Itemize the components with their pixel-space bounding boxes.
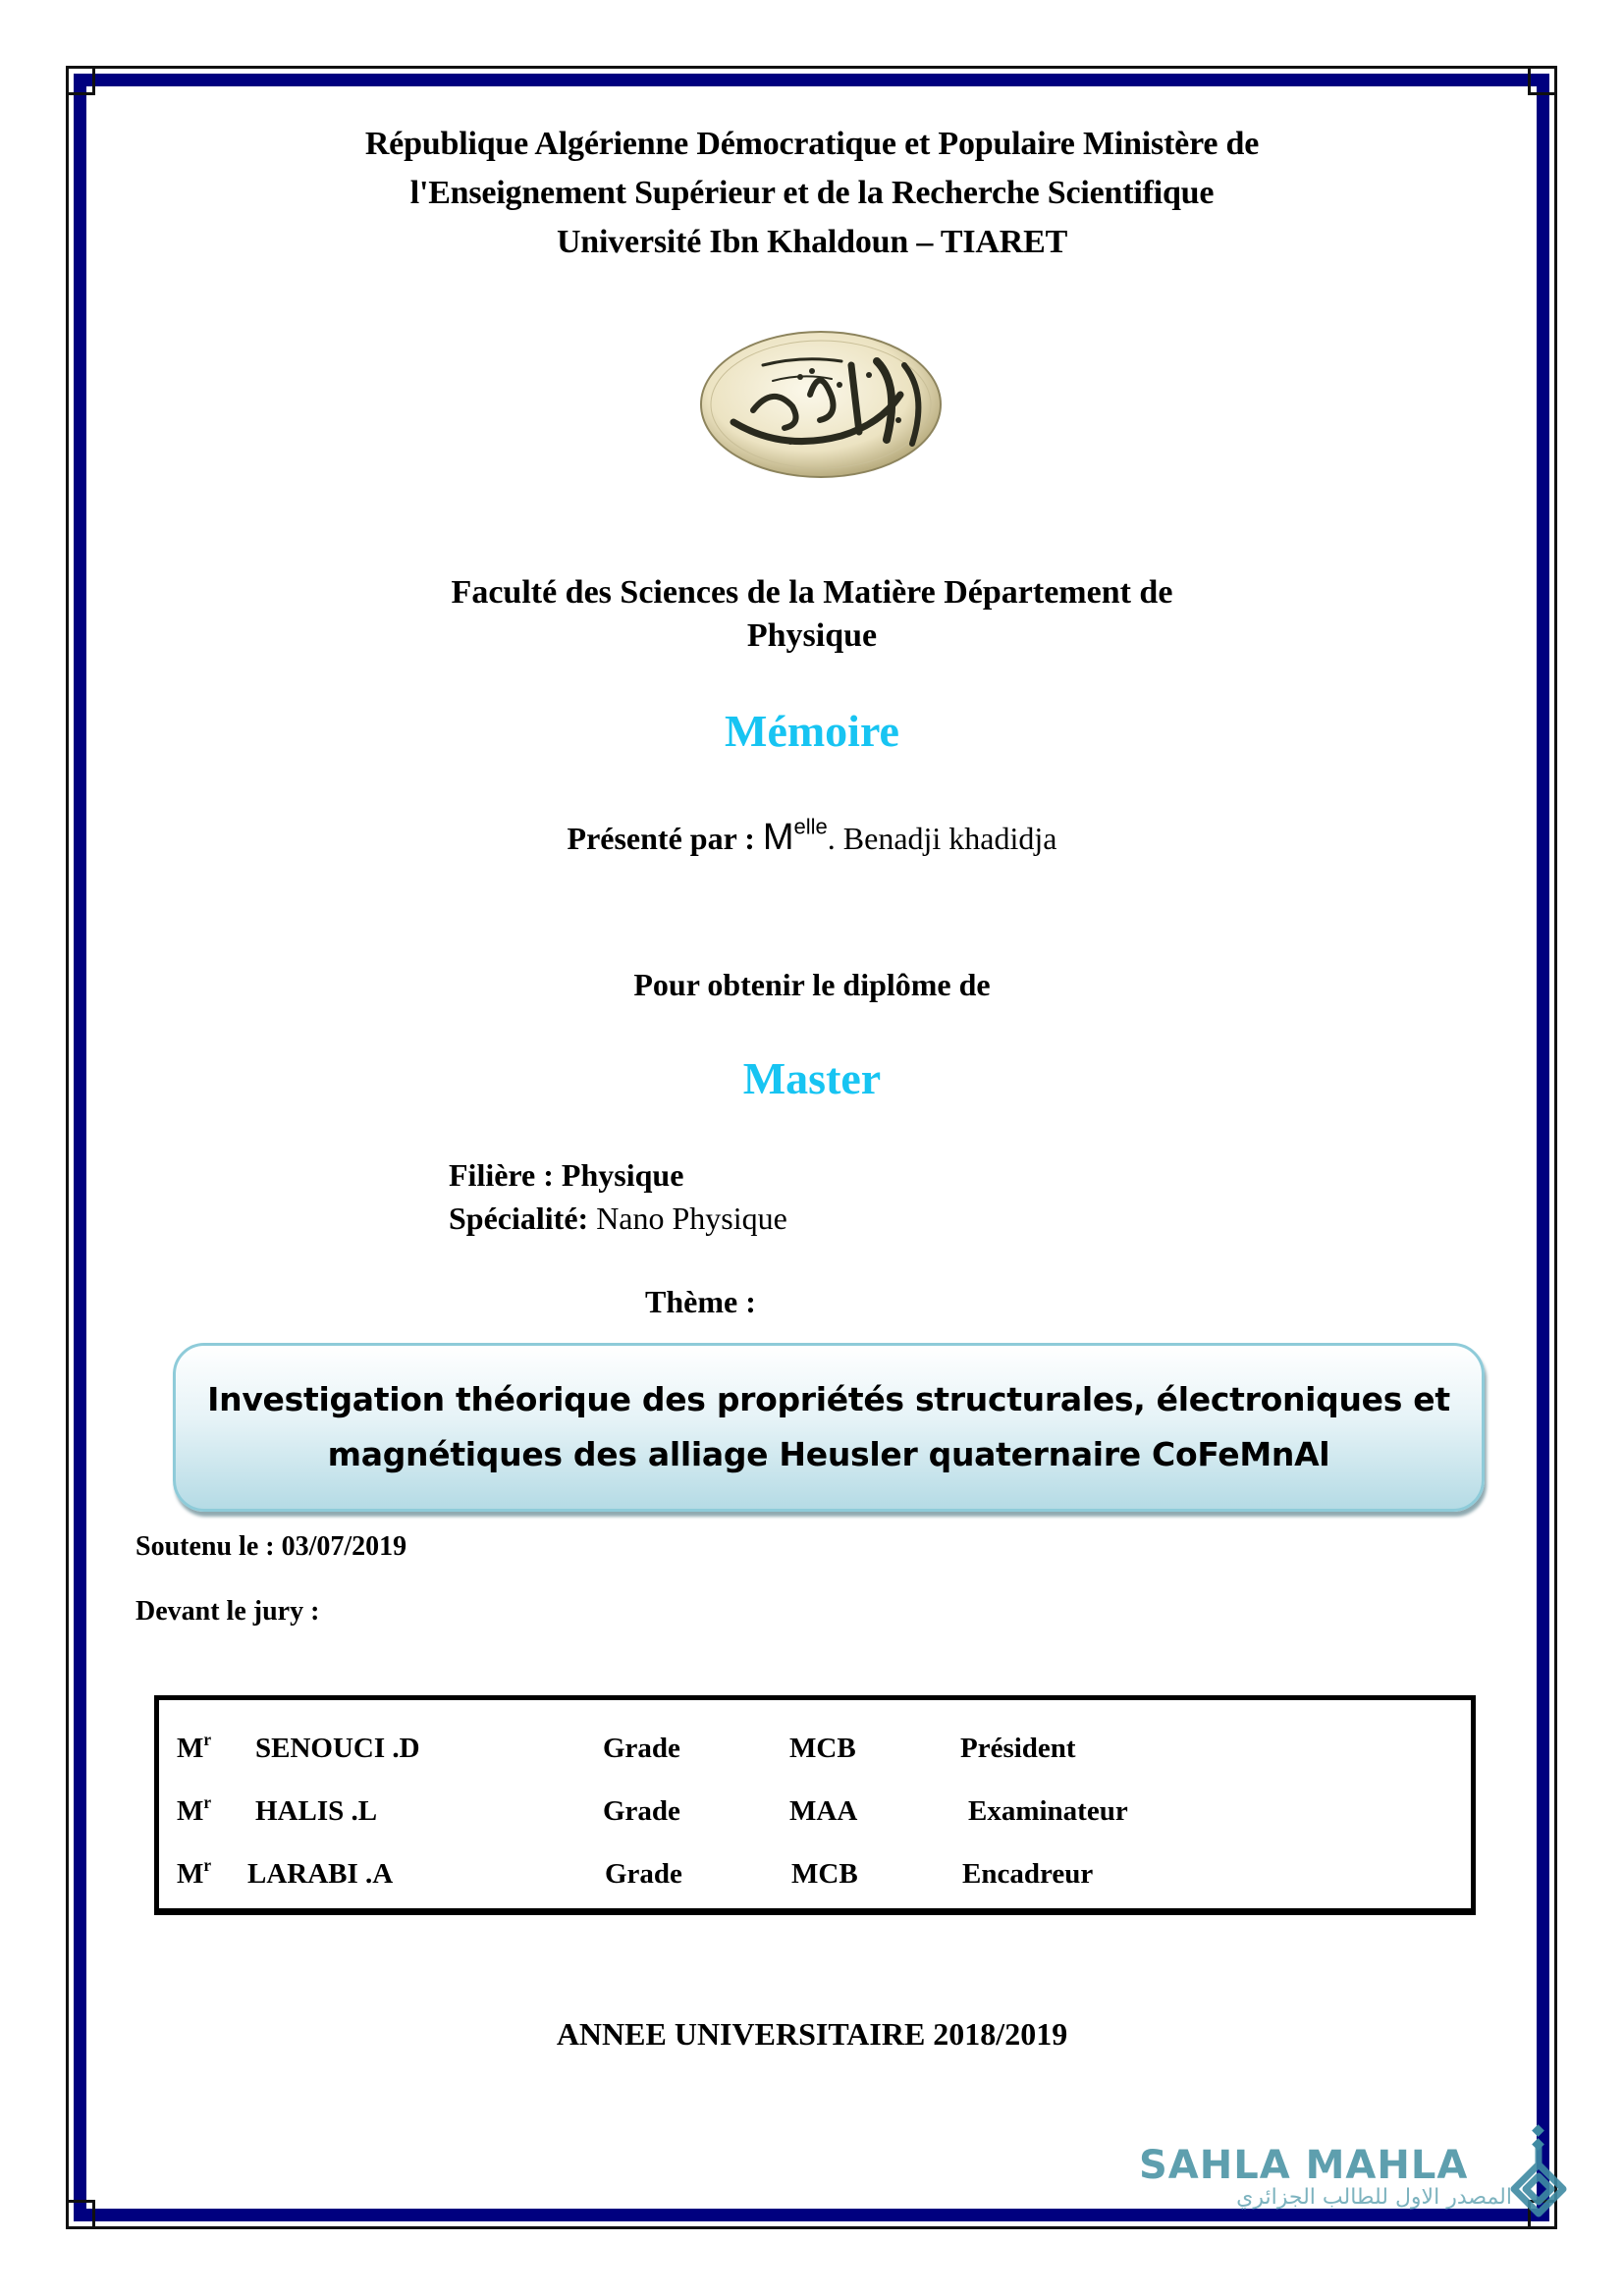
jury-title: $M^r$ <box>177 1791 212 1827</box>
theme-title-line-2: magnétiques des alliage Heusler quaternaire CoFeMnAl <box>327 1435 1330 1473</box>
jury-grade-label: Grade <box>603 1795 680 1827</box>
jury-grade: MCB <box>791 1858 858 1890</box>
jury-role: Président <box>960 1733 1076 1764</box>
defense-date: Soutenu le : 03/07/2019 <box>135 1531 407 1562</box>
header-line-republic: République Algérienne Démocratique et Populaire Ministère de <box>364 126 1260 162</box>
theme-label: Thème : <box>645 1284 756 1319</box>
header-line-university: Université Ibn Khaldoun – TIARET <box>556 224 1068 260</box>
theme-title-line-1: Investigation théorique des propriétés structurales, électroniques et <box>207 1380 1450 1418</box>
corner-ornament-bottom-left <box>66 2200 95 2229</box>
specialite-value: Nano Physique <box>588 1201 787 1236</box>
header-line-ministry: l'Enseignement Supérieur et de la Recherche Scientifique <box>409 175 1215 211</box>
jury-grade: MAA <box>789 1795 858 1827</box>
faculty-department <box>0 571 1624 658</box>
jury-label: Devant le jury : <box>135 1596 320 1627</box>
presenter-label: Présenté par : <box>567 821 755 856</box>
jury-grade-label: Grade <box>603 1733 680 1764</box>
jury-title: $M^r$ <box>177 1729 212 1764</box>
document-type-title: Mémoire <box>725 706 899 756</box>
university-emblem-icon <box>694 326 947 481</box>
diploma-label: Pour obtenir le diplôme de <box>633 967 991 1002</box>
jury-role: Examinateur <box>968 1795 1128 1827</box>
jury-name: HALIS .L <box>255 1795 378 1827</box>
jury-name: SENOUCI .D <box>255 1733 420 1764</box>
presenter-title-prefix: M <box>762 817 794 858</box>
presenter-name: . Benadji khadidja <box>827 821 1057 856</box>
jury-role: Encadreur <box>962 1858 1094 1890</box>
jury-title: $M^r$ <box>177 1854 212 1890</box>
specialite-label: Spécialité: <box>449 1201 589 1236</box>
department-line: Physique <box>746 617 878 654</box>
jury-grade-label: Grade <box>605 1858 682 1890</box>
watermark-tagline: المصدر الاول للطالب الجزائري <box>1236 2185 1512 2210</box>
filiere-line: Filière : Physique <box>449 1157 684 1193</box>
corner-ornament-top-left <box>66 66 95 95</box>
presenter-line <box>0 814 1624 859</box>
specialite-line <box>449 1197 787 1240</box>
sahla-mahla-emblem-icon <box>1504 2120 1573 2218</box>
jury-grade: MCB <box>789 1733 856 1764</box>
institution-header <box>0 120 1624 267</box>
jury-name: LARABI .A <box>247 1858 394 1890</box>
corner-ornament-top-right <box>1528 66 1557 95</box>
watermark-brand: SAHLA MAHLA <box>1139 2143 1469 2188</box>
degree-title: Master <box>742 1053 882 1103</box>
academic-year: ANNEE UNIVERSITAIRE 2018/2019 <box>556 2016 1068 2052</box>
jury-table <box>154 1695 1476 1915</box>
faculty-line: Faculté des Sciences de la Matière Département de <box>451 574 1173 611</box>
presenter-title-sup: elle <box>793 814 828 839</box>
theme-title-box <box>173 1343 1485 1512</box>
